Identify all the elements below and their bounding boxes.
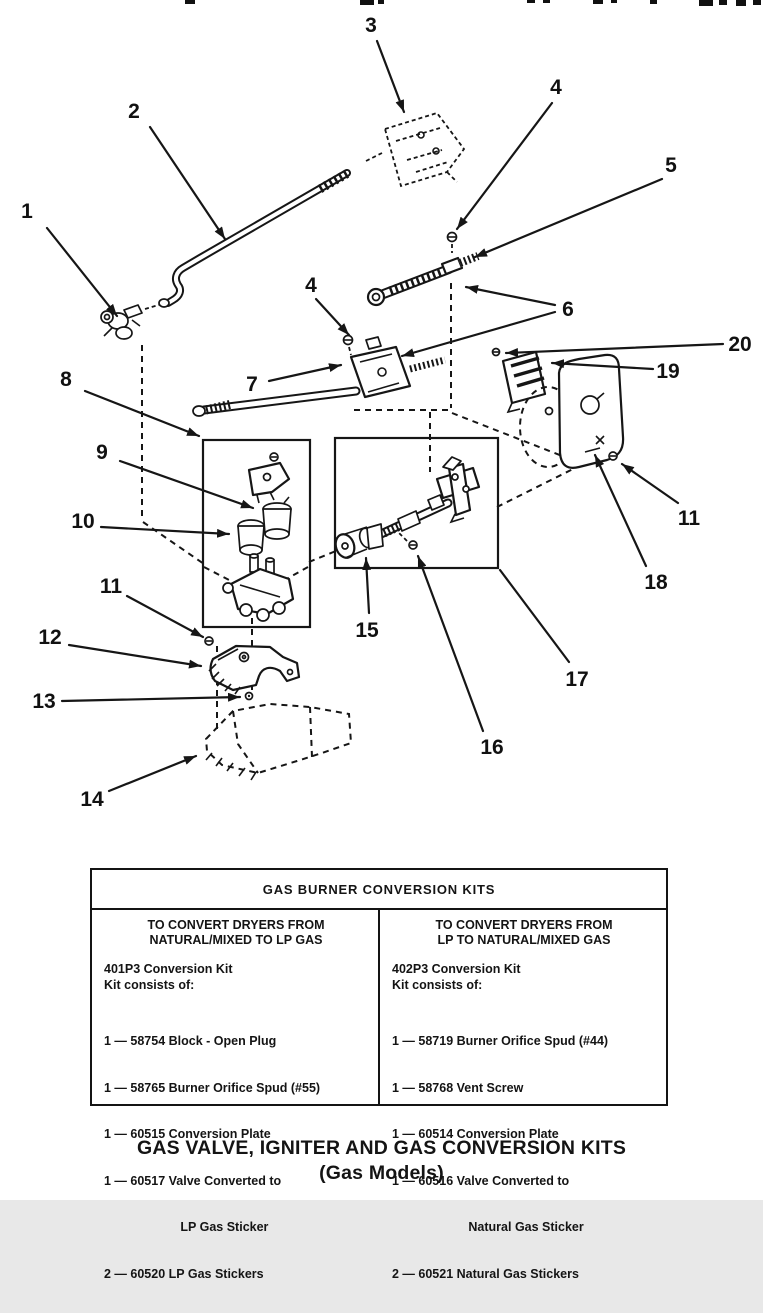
screw-11b — [609, 452, 617, 460]
kit-item: 1 — 60517 Valve Converted to — [104, 1173, 282, 1188]
table-column-lp-conversion — [92, 910, 378, 1281]
kit-item: 1 — 60515 Conversion Plate — [104, 1127, 271, 1141]
kit-item: 1 — 60514 Conversion Plate — [392, 1127, 559, 1141]
callout-11a: 11 — [99, 575, 123, 598]
part-igniter-bracket — [209, 646, 299, 694]
part-igniter — [503, 352, 545, 412]
callout-3: 3 — [365, 14, 377, 37]
left-kit-intro: Kit consists of: — [104, 977, 195, 992]
assembly-dashed-lines — [142, 153, 609, 734]
kit-item: 1 — 58754 Block - Open Plug — [104, 1034, 277, 1048]
callout-16: 16 — [480, 736, 504, 759]
left-heading-line1: TO CONVERT DRYERS FROM — [147, 918, 325, 932]
screw-20 — [493, 349, 500, 356]
right-heading-line2: LP TO NATURAL/MIXED GAS — [437, 933, 611, 947]
callout-15: 15 — [355, 619, 379, 642]
screw-4b — [344, 336, 353, 345]
kit-item-continuation: Natural Gas Sticker — [392, 1220, 584, 1234]
kit-item: 1 — 58765 Burner Orifice Spud (#55) — [104, 1080, 321, 1095]
caption-line1: GAS VALVE, IGNITER AND GAS CONVERSION KITS — [136, 1137, 627, 1159]
right-kit-name: 402P3 Conversion Kit — [392, 962, 521, 976]
callout-10: 10 — [71, 510, 95, 533]
callout-4b: 4 — [305, 274, 317, 297]
callout-5: 5 — [665, 154, 677, 177]
kit-item-continuation: LP Gas Sticker — [104, 1220, 269, 1234]
part-valve-assembly — [193, 337, 447, 416]
callout-12: 12 — [38, 626, 62, 649]
part-inlet-fitting — [101, 305, 142, 339]
screw-16 — [409, 541, 417, 549]
right-kit-intro: Kit consists of: — [392, 977, 483, 992]
screw-4a — [448, 233, 457, 242]
kit-item: 1 — 60516 Valve Converted to — [392, 1173, 570, 1188]
kit-item: 2 — 60520 LP Gas Stickers — [104, 1266, 264, 1281]
callout-19: 19 — [656, 360, 680, 383]
right-heading-line1: TO CONVERT DRYERS FROM — [435, 918, 613, 932]
part-gas-pipe — [159, 173, 348, 307]
screw-11a — [205, 637, 213, 645]
page-caption — [0, 1136, 763, 1186]
callout-20: 20 — [728, 333, 752, 356]
kit-item: 2 — 60521 Natural Gas Stickers — [392, 1266, 579, 1281]
kit-item: 1 — 58768 Vent Screw — [392, 1080, 524, 1095]
left-heading-line2: NATURAL/MIXED TO LP GAS — [149, 933, 323, 947]
part-flexible-connector — [368, 256, 478, 305]
callout-9: 9 — [96, 441, 108, 464]
left-kit-name: 401P3 Conversion Kit — [104, 962, 233, 976]
table-title: GAS BURNER CONVERSION KITS — [92, 870, 666, 910]
callout-4a: 4 — [550, 76, 562, 99]
callout-17: 17 — [565, 668, 589, 691]
part-base-pan — [206, 704, 351, 780]
kit-item: 1 — 58719 Burner Orifice Spud (#44) — [392, 1034, 609, 1048]
part-valve-coils-and-body — [223, 453, 293, 621]
callout-8: 8 — [60, 368, 72, 391]
callout-6: 6 — [562, 298, 574, 321]
callout-14: 14 — [80, 788, 104, 811]
screw-13 — [246, 693, 253, 700]
cropped-print-fragments — [185, 0, 761, 6]
caption-line2: (Gas Models) — [319, 1162, 444, 1184]
callout-2: 2 — [128, 100, 140, 123]
callout-18: 18 — [644, 571, 668, 594]
callout-13: 13 — [32, 690, 56, 713]
part-burner-tube — [333, 524, 383, 560]
part-mounting-bracket — [385, 113, 464, 186]
burner-group-box — [335, 438, 498, 568]
callout-7: 7 — [246, 373, 258, 396]
callout-1: 1 — [21, 200, 33, 223]
callout-11b: 11 — [677, 507, 701, 530]
